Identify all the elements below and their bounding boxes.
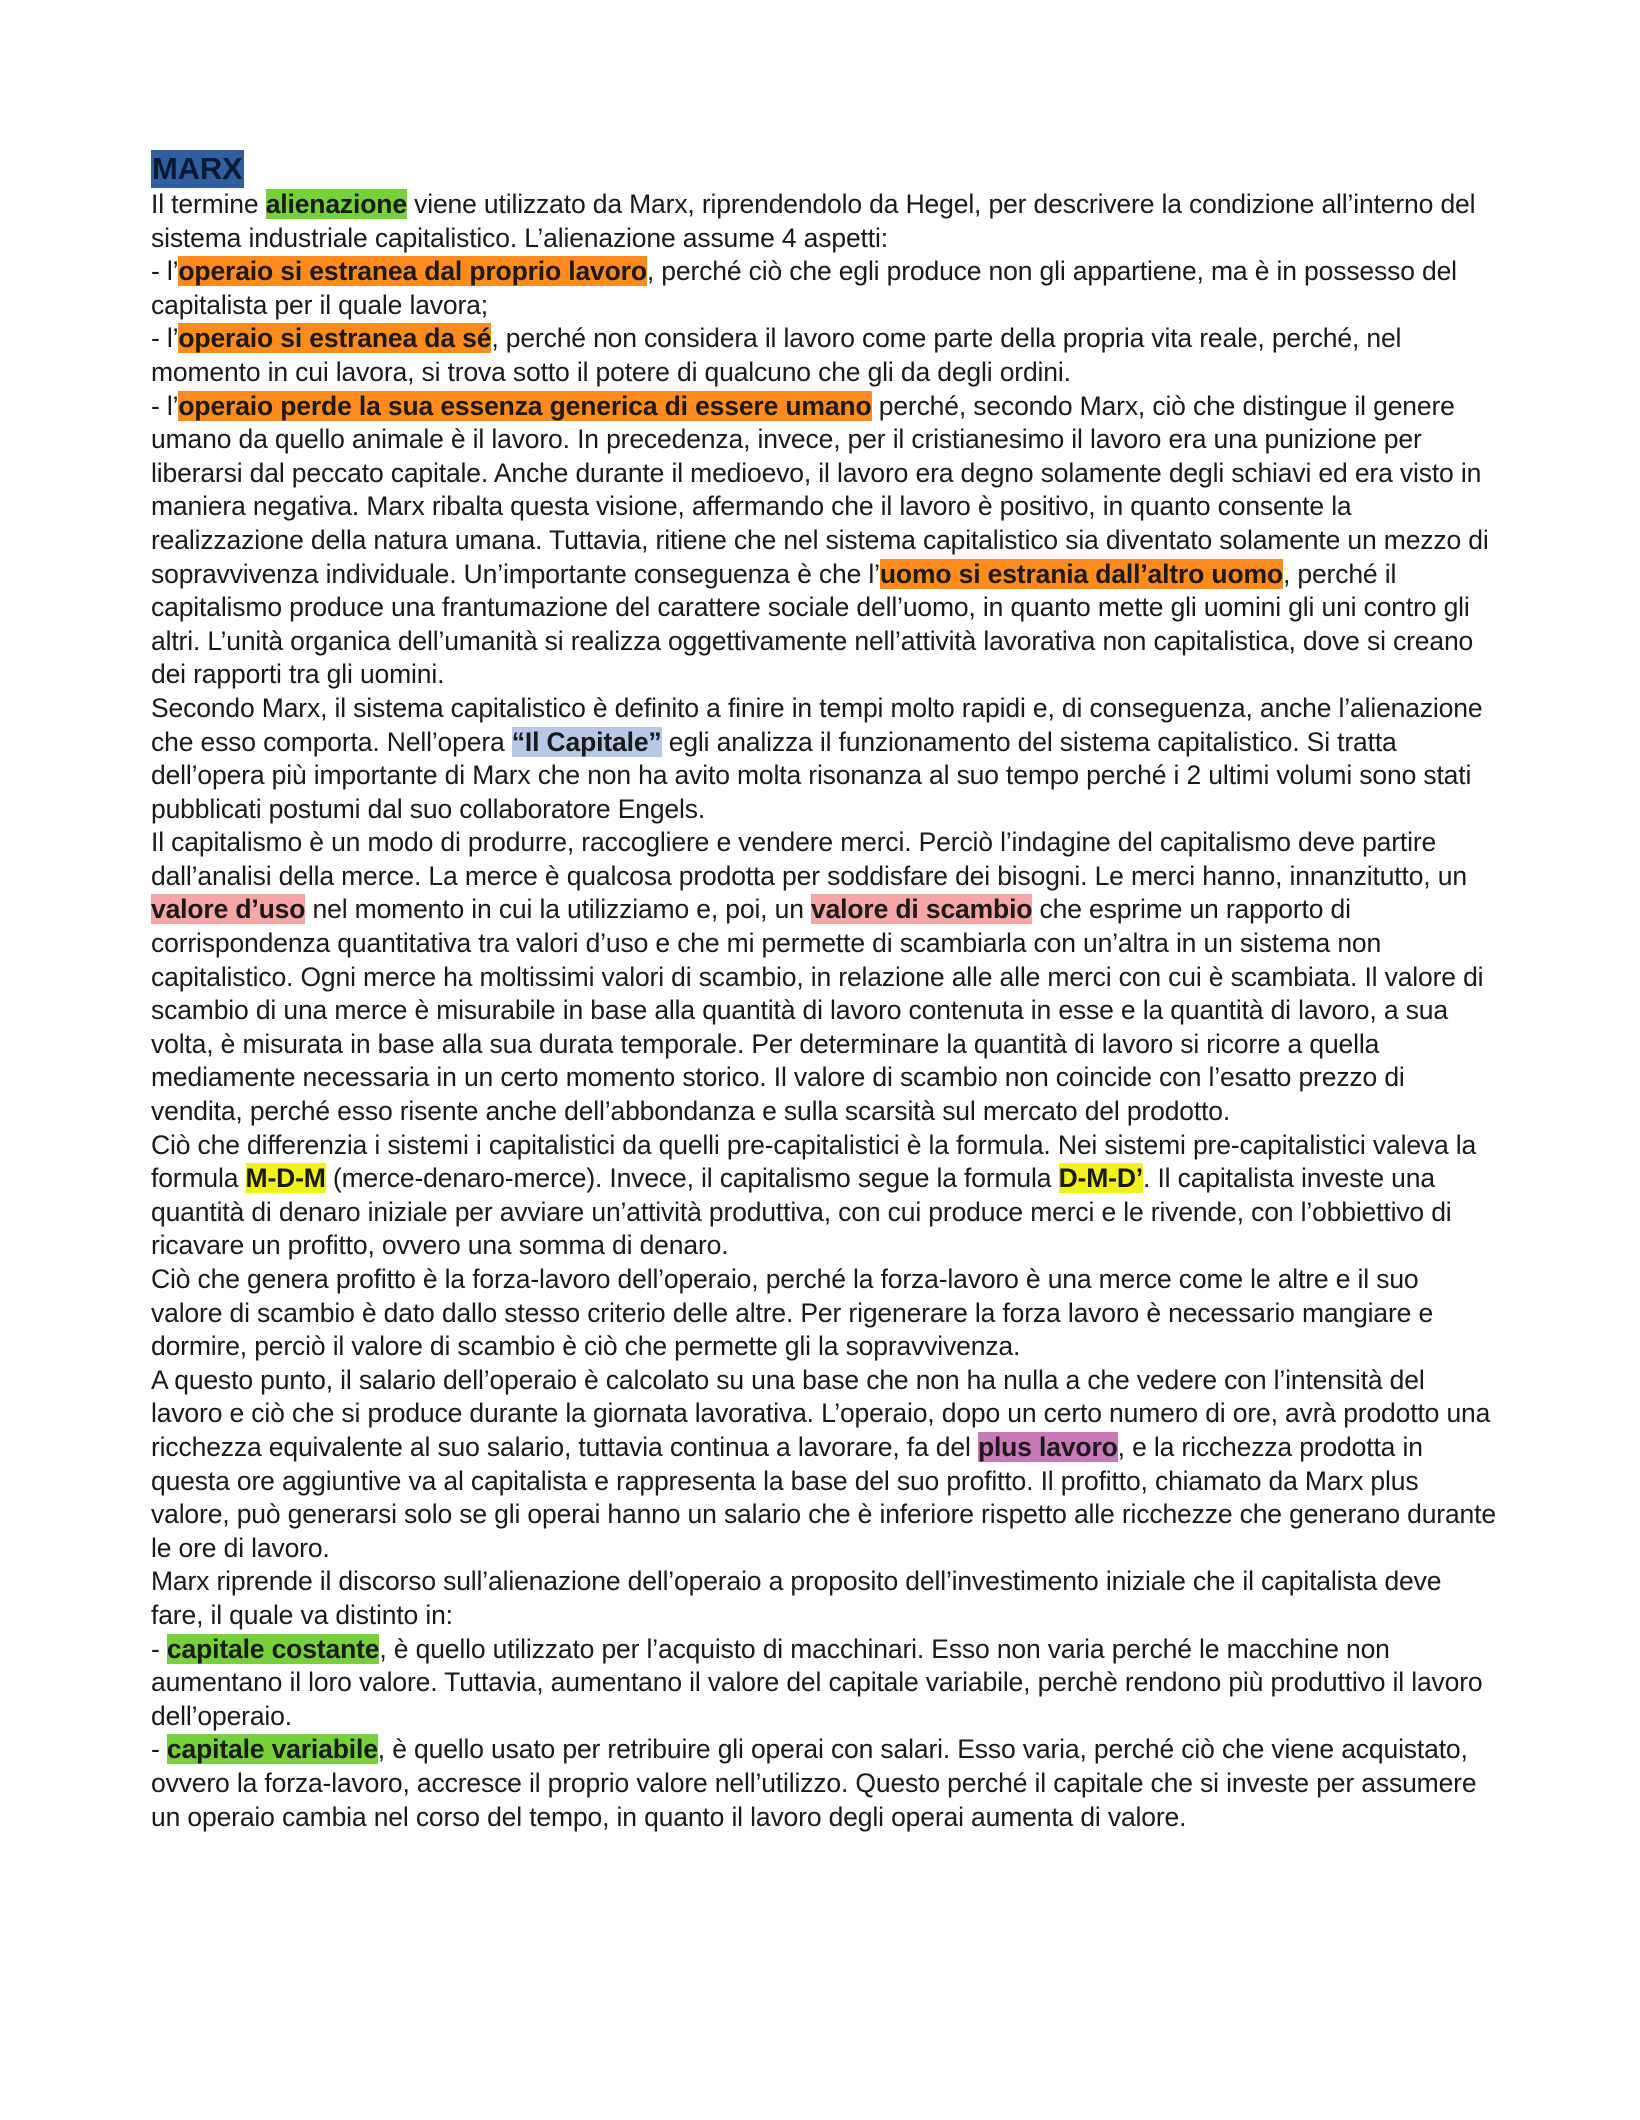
text-run: - bbox=[151, 1734, 167, 1765]
text-run: perché, secondo Marx, ciò che distingue il genere umano da quello animale è il lavoro. In precedenza, invece, per il cristianesimo il lavoro era una punizione per liberarsi dal peccato capitale. Anche durante il medioevo, il lavoro era degno solamente degli schiavi ed era visto in maniera negativa. Marx ribalta questa visione, affermando che il lavoro è positivo, in quanto consente la realizzazione della natura umana. Tuttavia, ritiene che nel sistema capitalistico sia diventato solamente un mezzo di sopravvivenza individuale. Un’importante conseguenza è che l’ bbox=[151, 390, 1489, 589]
highlight-essenza-generica: operaio perde la sua essenza generica di essere umano bbox=[178, 390, 872, 421]
paragraph-investimento: Marx riprende il discorso sull’alienazione dell’operaio a proposito dell’investimento iniziale che il capitalista deve fare, il quale va distinto in: bbox=[151, 1566, 1442, 1630]
bullet-capitale-costante bbox=[151, 1633, 1496, 1734]
text-run: egli analizza il funzionamento del sistema capitalistico. Si tratta dell’opera più importante di Marx che non ha avito molta risonanza al suo tempo perché i 2 ultimi volumi sono stati pubblicati postumi dal suo collaboratore Engels. bbox=[151, 726, 1472, 824]
text-run: , è quello usato per retribuire gli operai con salari. Esso varia, perché ciò che viene acquistato, ovvero la forza-lavoro, accresce il proprio valore nell’utilizzo. Questo perché il capitale che si investe per assumere un operaio cambia nel corso del tempo, in quanto il lavoro degli operai aumenta di valore. bbox=[151, 1734, 1477, 1832]
highlight-capitale-variabile: capitale variabile bbox=[166, 1734, 378, 1765]
text-run: Secondo Marx, il sistema capitalistico è definito a finire in tempi molto rapidi e, di conseguenza, anche l’alienazione che esso comporta. Nell’opera bbox=[151, 692, 1483, 757]
highlight-valore-uso: valore d’uso bbox=[151, 894, 306, 925]
highlight-estranea-se: operaio si estranea da sé bbox=[178, 323, 492, 354]
highlight-valore-scambio: valore di scambio bbox=[811, 894, 1033, 925]
text-run: . Il capitalista investe una quantità di denaro iniziale per avviare un’attività produttiva, con cui produce merci e le rivende, con l’obbiettivo di ricavare un profitto, ovvero una somma di denaro. bbox=[151, 1163, 1452, 1261]
text-run: Il capitalismo è un modo di produrre, raccogliere e vendere merci. Perciò l’indagine del capitalismo deve partire dall’analisi della merce. La merce è qualcosa prodotta per soddisfare dei bisogni. Le merci hanno, innanzitutto, un bbox=[151, 827, 1467, 891]
text-run: viene utilizzato da Marx, riprendendolo da Hegel, per descrivere la condizione all’interno del sistema industriale capitalistico. L’alienazione assume 4 aspetti: bbox=[151, 189, 1476, 253]
text-run: - l’ bbox=[151, 390, 179, 421]
paragraph-forza-lavoro: Ciò che genera profitto è la forza-lavoro dell’operaio, perché la forza-lavoro è una merce come le altre e il suo valore di scambio è dato dallo stesso criterio delle altre. Per rigenerare la forza lavoro è necessario mangiare e dormire, perciò il valore di scambio è ciò che permette gli la sopravvivenza. bbox=[151, 1264, 1434, 1362]
text-run: , e la ricchezza prodotta in questa ore aggiuntive va al capitalista e rappresenta la base del suo profitto. Il profitto, chiamato da Marx plus valore, può generarsi solo se gli operai hanno un salario che è inferiore rispetto alle ricchezze che generano durante le ore di lavoro. bbox=[151, 1431, 1496, 1563]
paragraph-alienazione bbox=[151, 188, 1496, 255]
bullet-capitale-variabile bbox=[151, 1733, 1496, 1834]
text-run: , perché non considera il lavoro come parte della propria vita reale, perché, nel momento in cui lavora, si trova sotto il potere di qualcuno che gli da degli ordini. bbox=[151, 323, 1402, 387]
bullet-estranea-se bbox=[151, 322, 1496, 389]
highlight-estranea-lavoro: operaio si estranea dal proprio lavoro bbox=[178, 256, 647, 287]
title-text: MARX bbox=[152, 151, 243, 186]
text-run: Il termine bbox=[151, 189, 266, 219]
highlight-dmd: D-M-D’ bbox=[1058, 1163, 1144, 1194]
paragraph-salario bbox=[151, 1364, 1496, 1566]
paragraph-formula bbox=[151, 1129, 1496, 1263]
text-run: , è quello utilizzato per l’acquisto di macchinari. Esso non varia perché le macchine non aumentano il loro valore. Tuttavia, aumentano il valore del capitale variabile, perchè rendono più produttivo il lavoro dell’operaio. bbox=[151, 1633, 1483, 1731]
document-body bbox=[151, 150, 1496, 1834]
bullet-essenza-generica bbox=[151, 390, 1496, 692]
text-run: nel momento in cui la utilizziamo e, poi, un bbox=[305, 894, 811, 925]
page-title bbox=[151, 150, 1496, 188]
paragraph-merce bbox=[151, 826, 1496, 1128]
bullet-estranea-lavoro bbox=[151, 255, 1496, 322]
paragraph-il-capitale bbox=[151, 692, 1496, 826]
text-run: che esprime un rapporto di corrispondenza quantitativa tra valori d’uso e che mi permette di scambiarla con un’altra in un sistema non capitalistico. Ogni merce ha moltissimi valori di scambio, in relazione alle alle merci con cui è scambiata. Il valore di scambio di una merce è misurabile in base alla quantità di lavoro contenuta in esse e la quantità di lavoro, a sua volta, è misurata in base alla sua durata temporale. Per determinare la quantità di lavoro si ricorre a quella mediamente necessaria in un certo momento storico. Il valore di scambio non coincide con l’esatto prezzo di vendita, perché esso risente anche dell’abbondanza e sulla scarsità sul mercato del prodotto. bbox=[151, 894, 1484, 1127]
highlight-uomo-altro-uomo: uomo si estrania dall’altro uomo bbox=[879, 558, 1283, 589]
text-run: , perché ciò che egli produce non gli appartiene, ma è in possesso del capitalista per il quale lavora; bbox=[151, 256, 1457, 320]
highlight-capitale-costante: capitale costante bbox=[166, 1633, 380, 1664]
text-run: Ciò che differenzia i sistemi i capitalistici da quelli pre-capitalistici è la formula. Nei sistemi pre-capitalistici valeva la formula bbox=[151, 1129, 1477, 1194]
text-run: (merce-denaro-merce). Invece, il capitalismo segue la formula bbox=[325, 1163, 1059, 1194]
text-run: - l’ bbox=[151, 323, 179, 354]
text-run: A questo punto, il salario dell’operaio è calcolato su una base che non ha nulla a che vedere con l’intensità del lavoro e ciò che si produce durante la giornata lavorativa. L’operaio, dopo un certo numero di ore, avrà prodotto una ricchezza equivalente al suo salario, tuttavia continua a lavorare, fa del bbox=[151, 1364, 1491, 1462]
text-run: - bbox=[151, 1633, 167, 1664]
highlight-il-capitale: “Il Capitale” bbox=[511, 726, 662, 757]
text-run: - l’ bbox=[151, 256, 179, 287]
text-run: , perché il capitalismo produce una frantumazione del carattere sociale dell’uomo, in quanto mette gli uomini gli uni contro gli altri. L’unità organica dell’umanità si realizza oggettivamente nell’attività lavorativa non capitalistica, dove si creano dei rapporti tra gli uomini. bbox=[151, 558, 1474, 690]
highlight-plus-lavoro: plus lavoro bbox=[977, 1431, 1118, 1462]
highlight-mdm: M-D-M bbox=[245, 1163, 326, 1194]
highlight-alienazione: alienazione bbox=[265, 189, 407, 219]
